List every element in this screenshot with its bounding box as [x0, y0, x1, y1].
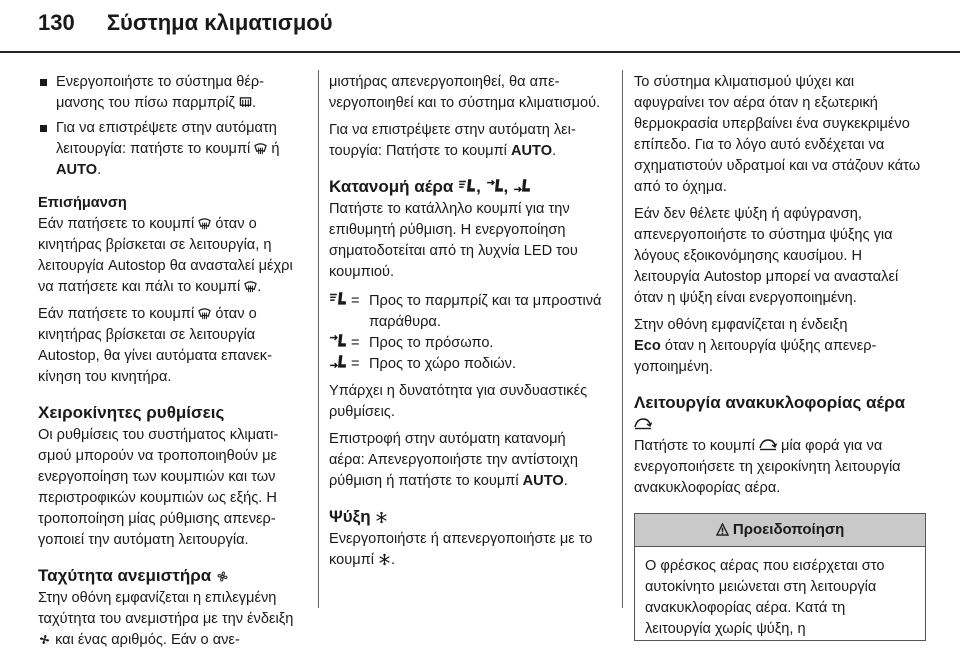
air-distribution-list [329, 291, 605, 375]
warning-box [634, 513, 926, 641]
heading-manual-settings: Χειροκίνητες ρυθμίσεις [38, 403, 225, 422]
auto-label: AUTO [56, 162, 98, 178]
cool-paragraph: Ενεργοποιήστε ή απενεργοποιήστε με το κουμπί . [329, 531, 593, 568]
warning-header [635, 514, 925, 546]
auto-label: AUTO [510, 143, 553, 159]
note-paragraph-1: Εάν πατήσετε το κουμπί όταν ο κινητήρας βρίσκεται σε λειτουργία, η λειτουργία Autostop θα ανασταλεί μέχρι να πατήσετε και πάλι το κουμπί . [38, 216, 293, 295]
list-item-text: Προς το χώρο ποδιών. [369, 356, 516, 372]
list-item-text: Προς το παρμπρίζ και τα μπροστινά παράθυρα. [369, 293, 602, 330]
return-paragraph: Επιστροφή στην αυτόματη κατανομή αέρα: Απενεργοποιήστε την αντίστοιχη ρύθμιση ή πατήστε το κουμπί AUTO. [329, 431, 578, 489]
air-windscreen-icon [458, 178, 476, 194]
snowflake-icon [375, 511, 388, 524]
fan-continued: μιστήρας απενεργοποιηθεί, θα απενεργοποιηθεί και το σύστημα κλιματισμού. [329, 74, 601, 111]
auto-paragraph: Για να επιστρέψετε στην αυτόματη λειτουργία: Πατήστε το κουμπί AUTO. [329, 122, 576, 159]
note-text: όταν ο κινητήρας βρίσκεται σε λειτουργία Autostop, θα γίνει αυτόματα επανεκκίνηση του κινητήρα. [38, 306, 272, 385]
cooling-paragraph-1: Το σύστημα κλιματισμού ψύχει και αφυγραίνει τον αέρα όταν η εξωτερική θερμοκρασία υπερβαίνει ένα συγκεκριμένο επίπεδο. Για το λόγο αυτό ενδέχεται να σχηματιστούν υδρατμοί και να στάζουν κάτω από το όχημα. [634, 74, 921, 195]
air-face-icon [486, 178, 504, 194]
header-rule [0, 51, 960, 53]
warning-title: Προειδοποίηση [732, 521, 845, 538]
column-divider-1 [318, 70, 319, 608]
equals-sign: = [351, 356, 360, 372]
windscreen-defrost-icon [198, 217, 211, 230]
heading-cooling [329, 506, 605, 527]
heading-recirculation [634, 392, 926, 434]
equals-sign: = [351, 293, 360, 309]
heading-text: Λειτουργία ανακυκλοφορίας αέρα [634, 393, 906, 412]
heading-text: Ψύξη [329, 507, 371, 526]
recirc-text: μία φορά για να ενεργοποιήσετε τη χειροκίνητη λειτουργία ανακυκλοφορίας αέρα. [634, 438, 901, 496]
recirc-text: Πατήστε το κουμπί [634, 438, 755, 454]
snowflake-icon [378, 553, 391, 566]
eco-paragraph [634, 315, 926, 378]
cool-text: Ενεργοποιήστε ή απενεργοποιήστε με το κουμπί [329, 531, 593, 568]
bullet-rear-defrost: Ενεργοποιήστε το σύστημα θέρμανσης του πίσω παρμπρίζ . [38, 72, 302, 114]
air-feet-icon [513, 178, 531, 194]
air-feet-icon [329, 354, 347, 370]
recirc-paragraph [634, 436, 926, 499]
note-text: Εάν πατήσετε το κουμπί [38, 216, 195, 232]
heading-text: Κατανομή αέρα [329, 177, 454, 196]
bullet-text: Ενεργοποιήστε το σύστημα θέρμανσης του πίσω παρμπρίζ [56, 74, 265, 111]
page-header [38, 10, 333, 36]
eco-text: Στην οθόνη εμφανίζεται η ένδειξη [634, 317, 848, 333]
windscreen-defrost-icon [254, 142, 267, 155]
note-paragraph-2 [38, 304, 302, 388]
auto-text: Για να επιστρέψετε στην αυτόματη λειτουργία: Πατήστε το κουμπί [329, 122, 576, 159]
windscreen-defrost-icon [198, 307, 211, 320]
recirculation-icon [759, 436, 777, 452]
return-text: Επιστροφή στην αυτόματη κατανομή αέρα: Απενεργοποιήστε την αντίστοιχη ρύθμιση ή πατήστε το κουμπί [329, 431, 578, 489]
note-text: Εάν πατήσετε το κουμπί [38, 306, 195, 322]
warning-triangle-icon [716, 523, 729, 536]
cooling-paragraph-2: Εάν δεν θέλετε ψύξη ή αφύγρανση, απενεργοποιήστε το σύστημα ψύξης για λόγους εξοικονόμησης καυσίμου. Η λειτουργία Autostop μπορεί να ανασταλεί όταν η ψύξη είναι ενεργοποιημένη. [634, 206, 899, 306]
page-title: Σύστημα κλιματισμού [106, 10, 333, 35]
list-item [329, 333, 605, 354]
warning-body: Ο φρέσκος αέρας που εισέρχεται στο αυτοκίνητο μειώνεται στη λειτουργία ανακυκλοφορίας αέρα. Κατά τη λειτουργία χωρίς ψύξη, η [635, 546, 925, 640]
recirculation-icon [634, 415, 652, 431]
fan-text: Στην οθόνη εμφανίζεται η επιλεγμένη ταχύτητα του ανεμιστήρα με την ένδειξη [38, 590, 294, 627]
fan-icon [38, 633, 51, 646]
air-face-icon [329, 333, 347, 349]
heading-air-distribution: Κατανομή αέρα , , [329, 176, 605, 197]
equals-sign: = [351, 335, 360, 351]
rear-window-heat-icon [239, 96, 252, 109]
fan-text: και ένας αριθμός. Εάν ο ανε- [55, 632, 240, 648]
column-divider-2 [622, 70, 623, 608]
windscreen-defrost-icon [244, 280, 257, 293]
air-windscreen-icon [329, 291, 347, 307]
column-3 [634, 72, 926, 641]
manual-paragraph: Οι ρυθμίσεις του συστήματος κλιματισμού μπορούν να τροποποιηθούν με ενεργοποίηση των κουμπιών και των περιστροφικών κουμπιών ως εξής. Η τροποποίηση μίας ρύθμισης απενεργοποιεί την αυτόματη λειτουργία. [38, 427, 279, 548]
eco-label: Eco [634, 338, 661, 354]
eco-text: όταν η λειτουργία ψύξης απενεργοποιημένη. [634, 338, 877, 375]
fan-outline-icon [216, 570, 229, 583]
list-item [329, 291, 605, 333]
column-2 [329, 72, 605, 577]
auto-label: AUTO [522, 473, 564, 489]
heading-fan-speed [38, 565, 302, 586]
combo-paragraph: Υπάρχει η δυνατότητα για συνδυαστικές ρυθμίσεις. [329, 383, 588, 420]
air-paragraph: Πατήστε το κατάλληλο κουμπί για την επιθυμητή ρύθμιση. Η ενεργοποίηση σηματοδοτείται από τη λυχνία LED του κουμπιού. [329, 201, 578, 280]
column-1 [38, 72, 302, 657]
note-text: όταν ο κινητήρας βρίσκεται σε λειτουργία, η λειτουργία Autostop θα ανασταλεί μέχρι να πατήσετε και πάλι το κουμπί [38, 216, 293, 295]
bullet-text: Για να επιστρέψετε στην αυτόματη λειτουργία: πατήστε το κουμπί [56, 120, 277, 157]
note-title: Επισήμανση [38, 195, 127, 211]
page-number: 130 [38, 10, 75, 35]
or-text: ή [271, 141, 280, 157]
list-item [329, 354, 605, 375]
heading-text: Ταχύτητα ανεμιστήρα [38, 566, 212, 585]
bullet-return-auto: Για να επιστρέψετε στην αυτόματη λειτουργία: πατήστε το κουμπί ή AUTO. [38, 118, 302, 181]
list-item-text: Προς το πρόσωπο. [369, 335, 494, 351]
